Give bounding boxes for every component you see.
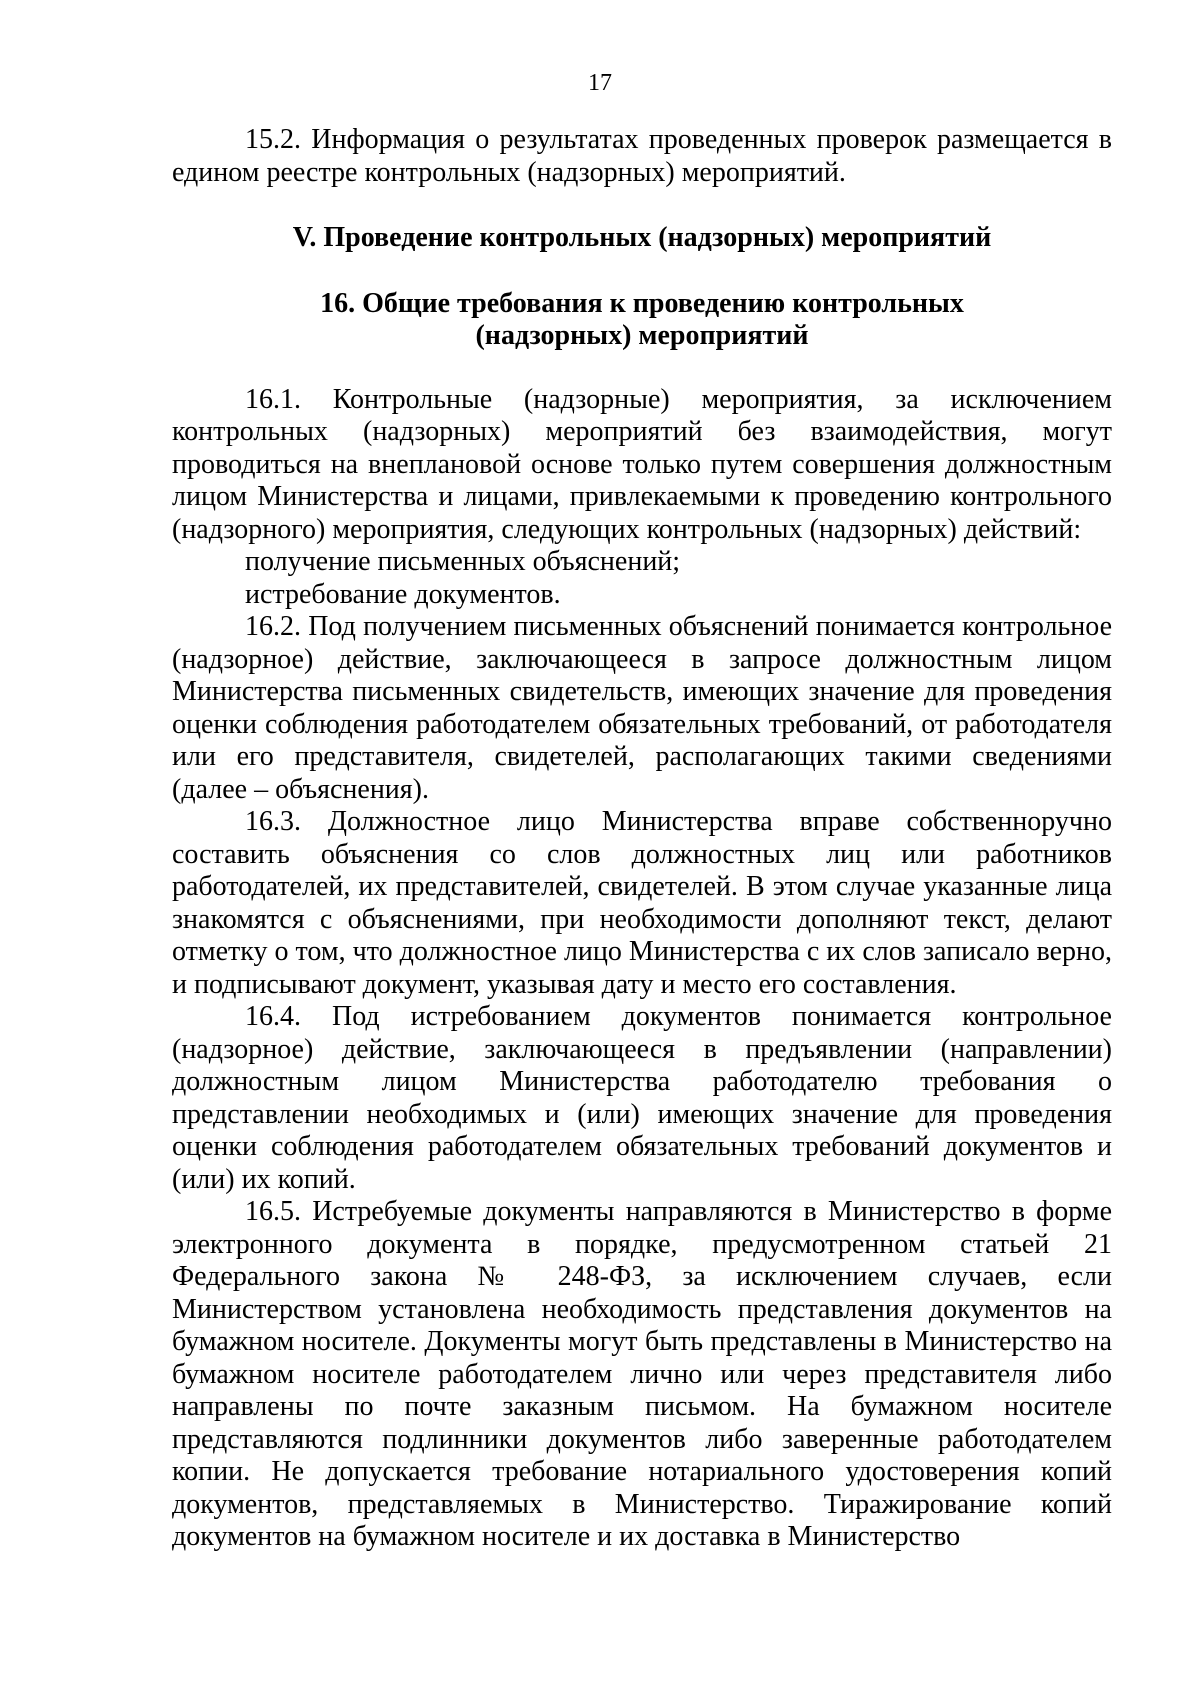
paragraph-16-2: 16.2. Под получением письменных объяснений понимается контрольное (надзорное) действие, заключающееся в запросе должностным лицом Министерства письменных свидетельств, имеющих значение для проведения оценки соблюдения работодателем обязательных требований, от работодателя или его представителя, свидетелей, располагающих такими сведениями (далее – объяснения). (172, 611, 1112, 805)
subsection-title-line-1: 16. Общие требования к проведению контрольных (320, 287, 964, 319)
paragraph-16-4: 16.4. Под истребованием документов понимается контрольное (надзорное) действие, заключающееся в предъявлении (направлении) должностным лицом Министерства работодателю требования о представлении необходимых и (или) имеющих значение для проведения оценки соблюдения работодателем обязательных требований документов и (или) их копий. (172, 1001, 1112, 1195)
subsection-title (172, 288, 1112, 353)
section-title: V. Проведение контрольных (надзорных) мероприятий (292, 222, 992, 253)
list-item: истребование документов. (245, 578, 561, 610)
document-body (172, 124, 1112, 1554)
paragraph-16-3: 16.3. Должностное лицо Министерства вправе собственноручно составить объяснения со слов должностных лиц или работников работодателей, их представителей, свидетелей. В этом случае указанные лица знакомятся с объяснениями, при необходимости дополняют текст, делают отметку о том, что должностное лицо Министерства с их слов записало верно, и подписывают документ, указывая дату и место его составления. (172, 806, 1112, 1000)
subsection-title-line-2: (надзорных) мероприятий (475, 320, 809, 351)
paragraph-16-1: 16.1. Контрольные (надзорные) мероприятия, за исключением контрольных (надзорных) мероприятий без взаимодействия, могут проводиться на внеплановой основе только путем совершения должностным лицом Министерства и лицами, привлекаемыми к проведению контрольного (надзорного) мероприятия, следующих контрольных (надзорных) действий: (172, 383, 1112, 545)
page-number: 17 (588, 70, 612, 96)
list-item: получение письменных объяснений; (245, 546, 681, 577)
paragraph-16-5: 16.5. Истребуемые документы направляются в Министерство в форме электронного документа в порядке, предусмотренном статьей 21 Федерального закона № 248-ФЗ, за исключением случаев, если Министерством установлена необходимость представления документов на бумажном носителе. Документы могут быть представлены в Министерство на бумажном носителе работодателем лично или через представителя либо направлены по почте заказным письмом. На бумажном носителе представляются подлинники документов либо заверенные работодателем копии. Не допускается требование нотариального удостоверения копий документов, представляемых в Министерство. Тиражирование копий документов на бумажном носителе и их доставка в Министерство (172, 1196, 1112, 1552)
paragraph-15-2: 15.2. Информация о результатах проведенных проверок размещается в едином реестре контрольных (надзорных) мероприятий. (172, 124, 1112, 188)
